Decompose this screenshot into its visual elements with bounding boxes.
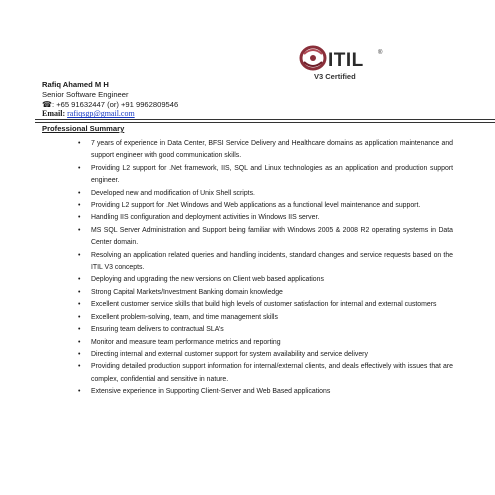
candidate-name: Rafiq Ahamed M H bbox=[42, 80, 109, 89]
list-item: • Resolving an application related queries and handling incidents, standard changes and service requests based on the ITIL V3 concepts. bbox=[78, 251, 453, 272]
list-item: • Providing detailed production support information for internal/external clients, and deals effectively with issues that are complex, confidential and sensitive in nature. bbox=[78, 363, 453, 383]
bullet-icon: • bbox=[78, 214, 81, 222]
certification-subtitle: V3 Certified bbox=[314, 72, 356, 81]
bullet-icon: • bbox=[78, 164, 81, 172]
bullet-icon: • bbox=[78, 251, 81, 259]
bullet-icon: • bbox=[78, 140, 81, 147]
bullet-icon: • bbox=[78, 313, 81, 321]
list-item: • Strong Capital Markets/Investment Banking domain knowledge bbox=[78, 287, 453, 299]
bullet-icon: • bbox=[78, 226, 81, 234]
list-item: • Excellent problem-solving, team, and time management skills bbox=[78, 312, 453, 324]
header-divider-bottom bbox=[35, 122, 495, 123]
itil-logo-text: ITIL bbox=[328, 50, 364, 71]
bullet-icon: • bbox=[78, 363, 81, 371]
contact-header bbox=[42, 80, 178, 119]
bullet-icon: • bbox=[78, 326, 81, 334]
bullet-icon: • bbox=[78, 189, 81, 197]
list-item: • Providing L2 support for .Net framework, IIS, SQL and Linux technologies as an application and production support engineer. bbox=[78, 164, 453, 185]
registered-mark: ® bbox=[378, 50, 383, 56]
bullet-icon: • bbox=[78, 202, 81, 210]
bullet-icon: • bbox=[78, 301, 81, 309]
list-item: • Handling IIS configuration and deployment activities in Windows IIS server. bbox=[78, 212, 453, 224]
phone-number: : +65 91632447 (or) +91 9962809546 bbox=[51, 99, 179, 109]
header-divider-top bbox=[35, 119, 495, 120]
bullet-icon: • bbox=[78, 276, 81, 284]
summary-list bbox=[78, 138, 453, 399]
list-item: • MS SQL Server Administration and Support being familiar with Windows 2005 & 2008 R2 operating systems in Data Center domain. bbox=[78, 226, 453, 247]
section-title: Professional Summary bbox=[42, 124, 125, 133]
bullet-icon: • bbox=[78, 350, 81, 358]
list-item: • Directing internal and external customer support for system availability and service delivery bbox=[78, 349, 453, 361]
telephone-icon: ☎ bbox=[42, 99, 52, 109]
bullet-icon: • bbox=[78, 288, 81, 296]
list-item: • Excellent customer service skills that build high levels of customer satisfaction for internal and external customers bbox=[78, 299, 453, 311]
email-line bbox=[42, 109, 178, 119]
list-item: • Monitor and measure team performance metrics and reporting bbox=[78, 337, 453, 349]
email-label: Email: bbox=[42, 109, 66, 119]
bullet-icon: • bbox=[78, 338, 81, 346]
phone-line bbox=[42, 100, 178, 110]
list-item: • Extensive experience in Supporting Client-Server and Web Based applications bbox=[78, 386, 453, 398]
job-title: Senior Software Engineer bbox=[42, 89, 129, 99]
itil-swirl-icon bbox=[298, 44, 328, 72]
list-item: • Providing L2 support for .Net Windows and Web applications as a functional level maintenance and support. bbox=[78, 200, 453, 212]
list-item: • Deploying and upgrading the new versions on Client web based applications bbox=[78, 274, 453, 286]
list-item: • 7 years of experience in Data Center, BFSI Service Delivery and Healthcare domains as application maintenance and support engineer with good communication skills. bbox=[78, 140, 453, 160]
email-link[interactable]: rafiqsgp@gmail.com bbox=[67, 109, 135, 119]
bullet-icon: • bbox=[78, 388, 81, 396]
list-item: • Ensuring team delivers to contractual SLA’s bbox=[78, 324, 453, 336]
list-item: • Developed new and modification of Unix Shell scripts. bbox=[78, 188, 453, 200]
